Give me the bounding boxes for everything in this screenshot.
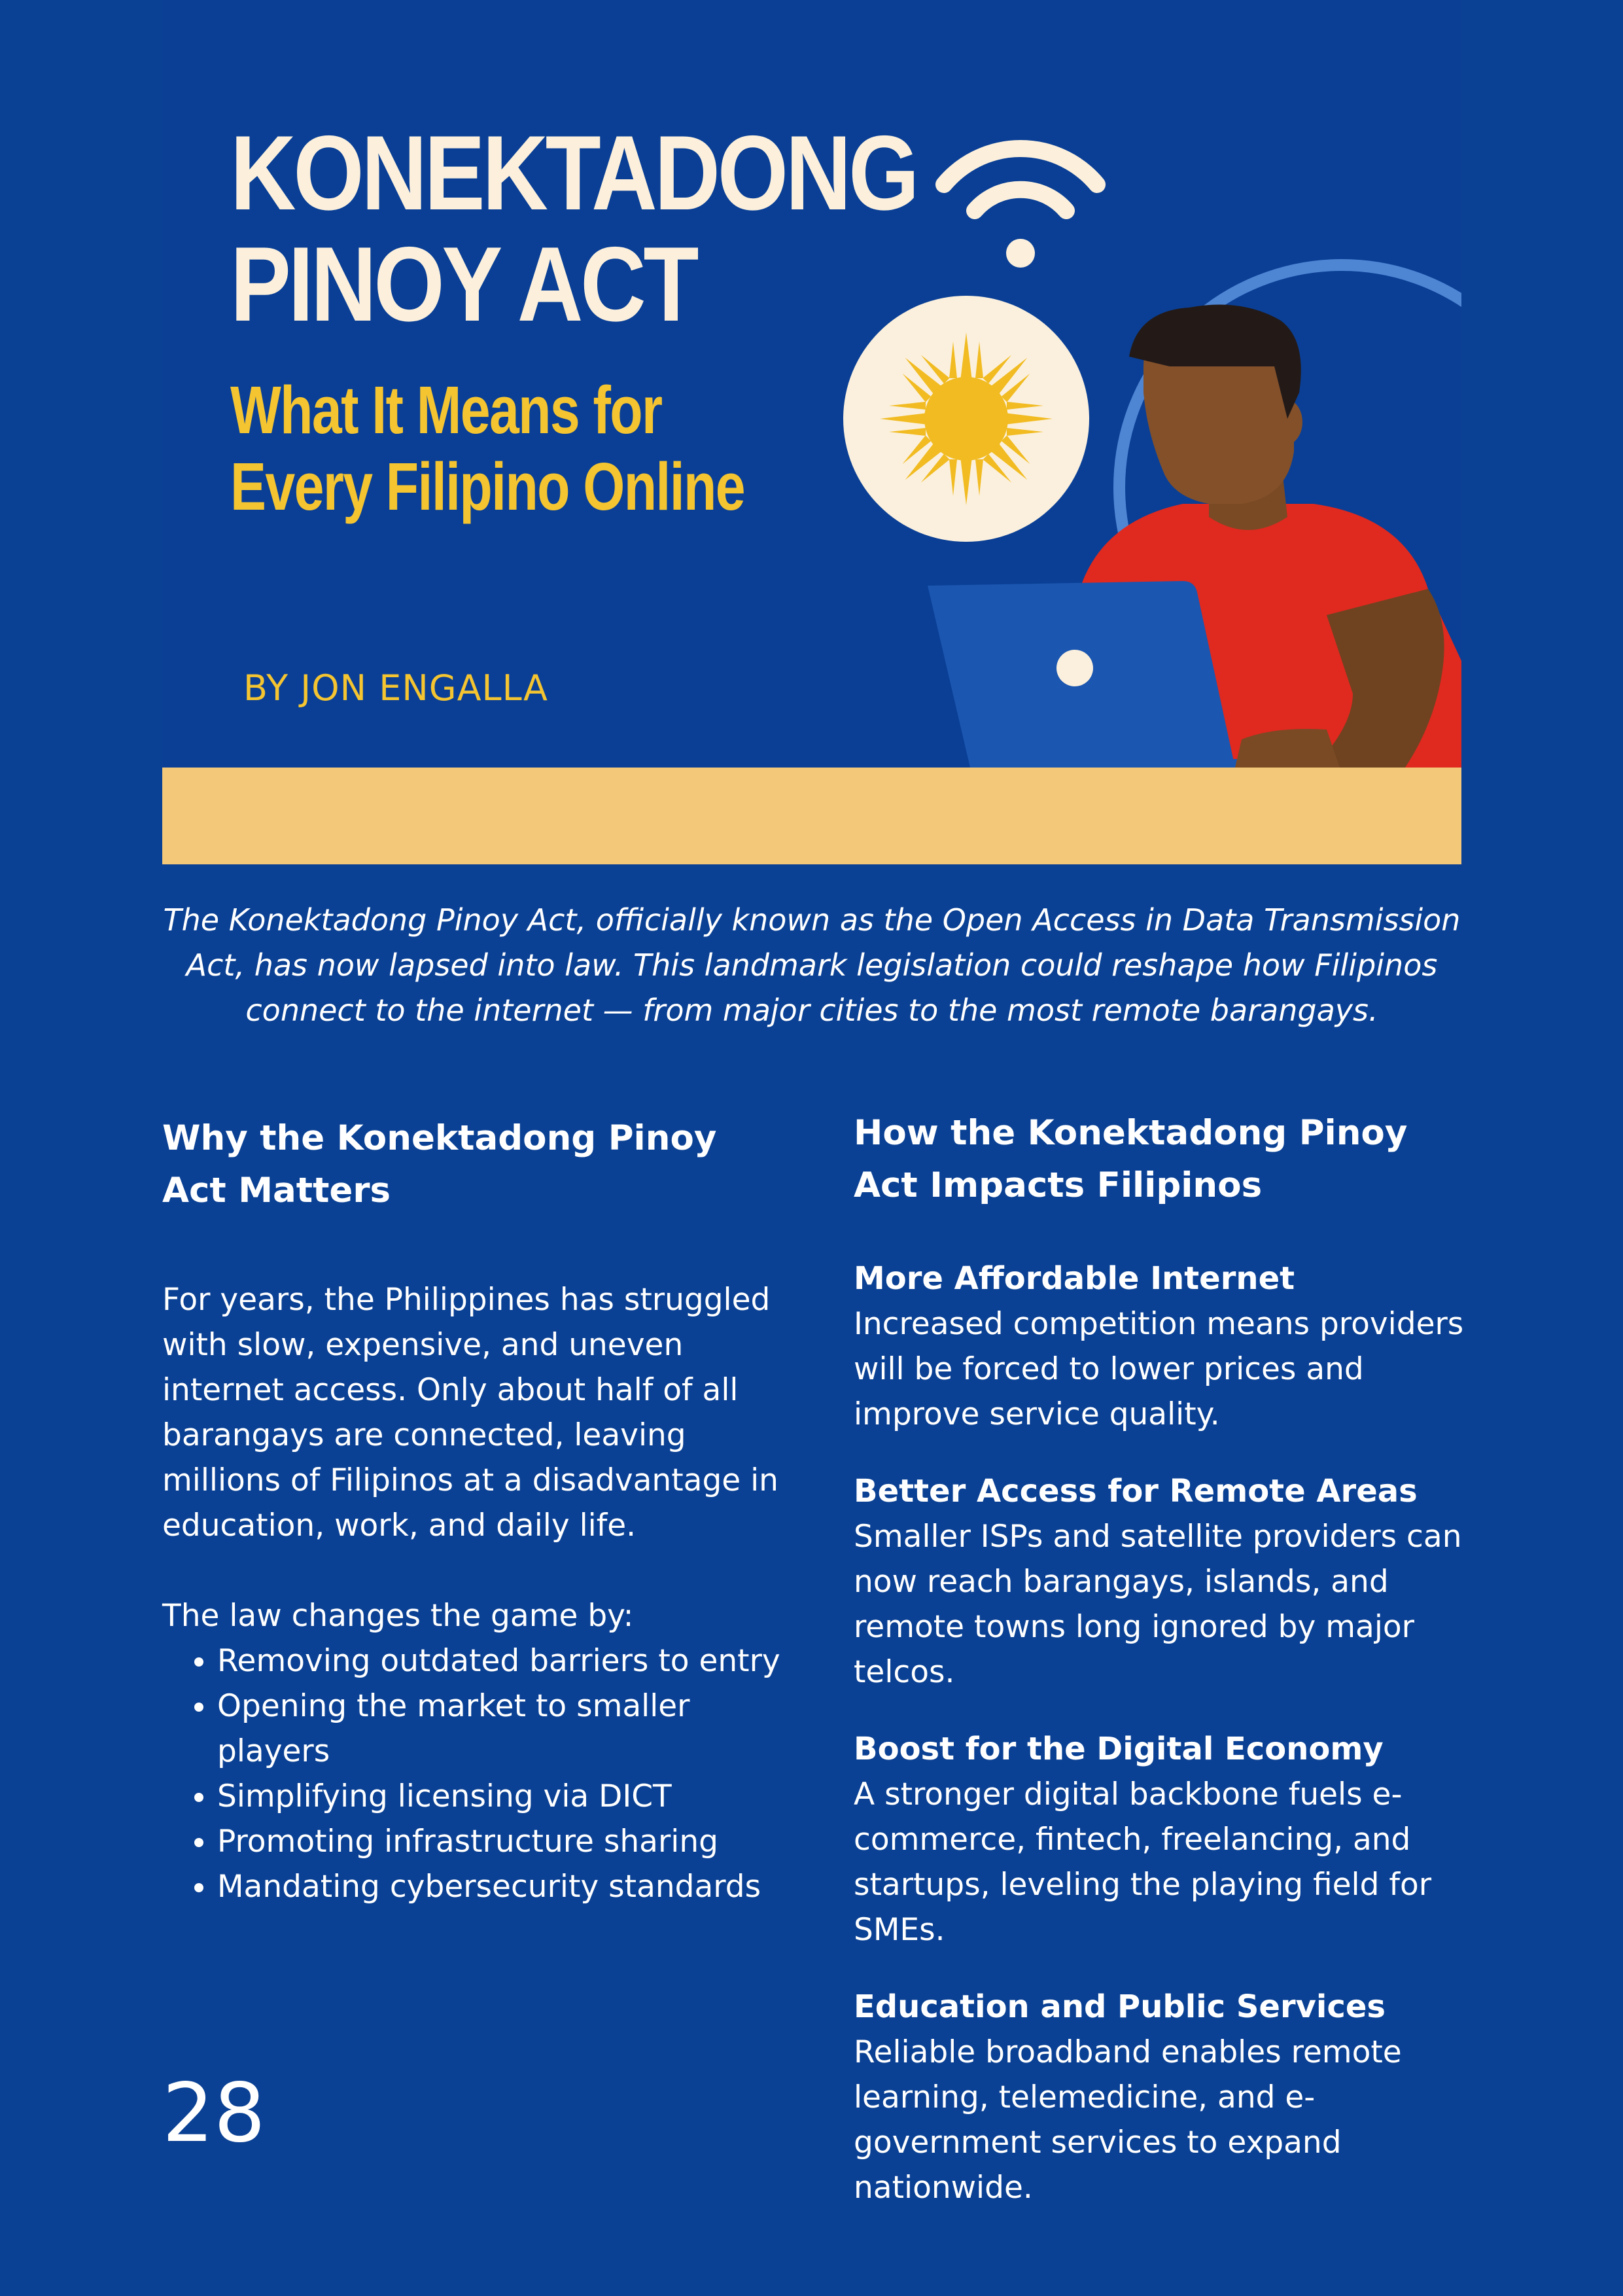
decorative-band [162,768,1461,864]
impact-section [854,1985,1469,2210]
list-item: • Removing outdated barriers to entry [217,1638,790,1684]
impact-section-title: Better Access for Remote Areas [854,1473,1418,1510]
impact-section-title: More Affordable Internet [854,1260,1295,1297]
article-title-line-1: KONEKTADONG [230,114,917,232]
wifi-icon [944,149,1097,268]
article-subtitle-line-1: What It Means for [230,372,662,448]
bullet-list [162,1638,790,1909]
impact-section-text: Increased competition means providers will be forced to lower prices and improve service quality. [854,1306,1464,1432]
impact-section [854,1256,1469,1437]
page-number: 28 [162,2066,266,2161]
left-column [162,1112,790,1909]
intro-paragraph: The Konektadong Pinoy Act, officially known as the Open Access in Data Transmission Act, has now lapsed into law. This landmark legislation could reshape how Filipinos connect to the internet — from major cities to the most remote barangays. [163,902,1461,1028]
right-column [854,1107,1469,2210]
list-item: • Simplifying licensing via DICT [217,1774,790,1819]
article-title-line-2: PINOY ACT [230,225,697,344]
impact-section-text: A stronger digital backbone fuels e-commerce, fintech, freelancing, and startups, leveling the playing field for SMEs. [854,1776,1432,1948]
impact-section-text: Reliable broadband enables remote learning, telemedicine, and e-government services to expand nationwide. [854,2034,1402,2206]
impact-section [854,1469,1469,1695]
article-subtitle [230,372,744,525]
hero-banner [162,0,1461,768]
author-byline: BY JON ENGALLA [243,667,548,709]
impact-section-title: Education and Public Services [854,1988,1386,2025]
list-item: • Mandating cybersecurity standards [217,1864,790,1909]
article-title [230,114,917,344]
left-column-heading: Why the Konektadong Pinoy Act Matters [162,1118,717,1210]
impact-section-text: Smaller ISPs and satellite providers can now reach barangays, islands, and remote towns long ignored by major telcos. [854,1519,1462,1690]
list-intro: The law changes the game by: [162,1598,634,1634]
list-item: • Promoting infrastructure sharing [217,1819,790,1864]
right-column-heading: How the Konektadong Pinoy Act Impacts Filipinos [854,1113,1408,1205]
article-subtitle-line-2: Every Filipino Online [230,449,744,524]
impact-section-title: Boost for the Digital Economy [854,1731,1384,1767]
left-column-paragraph: For years, the Philippines has struggled with slow, expensive, and uneven internet access. Only about half of all barangays are connected, leaving millions of Filipinos at a disadvantage in education, work, and daily life. [162,1282,778,1544]
list-item: • Opening the market to smaller players [217,1684,790,1774]
impact-section [854,1727,1469,1952]
